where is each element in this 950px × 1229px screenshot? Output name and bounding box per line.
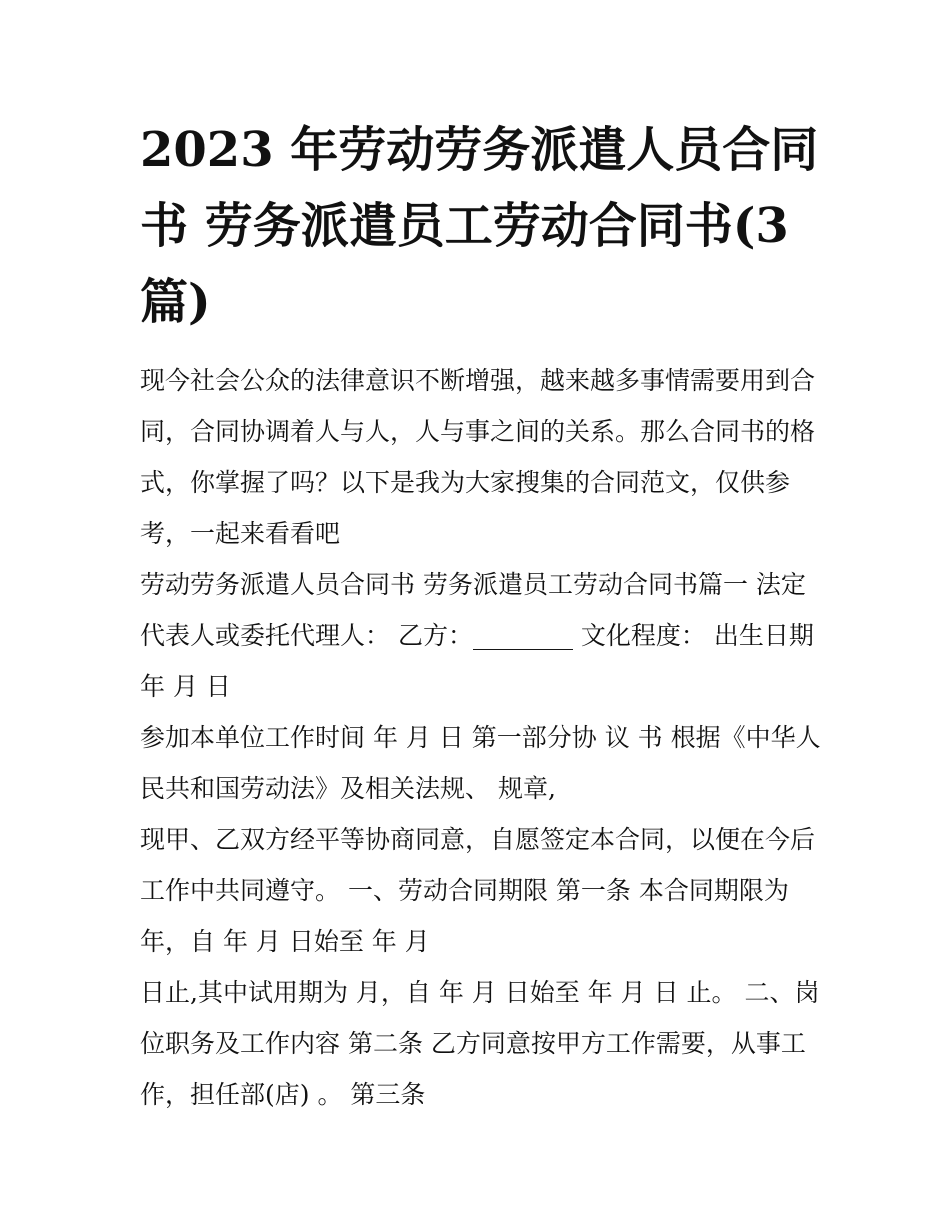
body-line: 式，你掌握了吗？以下是我为大家搜集的合同范文，仅供参 xyxy=(140,468,791,497)
body-line: 代表人或委托代理人： 乙方：________ 文化程度： 出生日期 xyxy=(140,621,814,650)
body-line: 同，合同协调着人与人，人与事之间的关系。那么合同书的格 xyxy=(140,417,816,446)
body-line: 年，自 年 月 日始至 年 月 xyxy=(140,927,430,956)
body-line: 民共和国劳动法》及相关法规、 规章, xyxy=(140,774,556,803)
title-line: 2023 年劳动劳务派遣人员合同 xyxy=(140,122,819,178)
document-title xyxy=(140,112,820,340)
title-line: 书 劳务派遣员工劳动合同书(3 xyxy=(140,198,789,254)
body-line: 作，担任部(店) 。 第三条 xyxy=(140,1080,426,1109)
body-line: 现今社会公众的法律意识不断增强，越来越多事情需要用到合 xyxy=(140,366,816,395)
body-line: 考，一起来看看吧 xyxy=(140,519,341,548)
title-line: 篇) xyxy=(140,274,211,330)
body-line: 参加本单位工作时间 年 月 日 第一部分协 议 书 根据《中华人 xyxy=(140,723,821,752)
body-line: 位职务及工作内容 第二条 乙方同意按甲方工作需要，从事工 xyxy=(140,1029,806,1058)
document-body xyxy=(140,355,830,1120)
body-line: 劳动劳务派遣人员合同书 劳务派遣员工劳动合同书篇一 法定 xyxy=(140,570,806,599)
body-line: 年 月 日 xyxy=(140,672,231,701)
body-line: 日止,其中试用期为 月，自 年 月 日始至 年 月 日 止。 二、岗 xyxy=(140,978,820,1007)
body-line: 现甲、乙双方经平等协商同意，自愿签定本合同，以便在今后 xyxy=(140,825,816,854)
body-line: 工作中共同遵守。 一、劳动合同期限 第一条 本合同期限为 xyxy=(140,876,789,905)
